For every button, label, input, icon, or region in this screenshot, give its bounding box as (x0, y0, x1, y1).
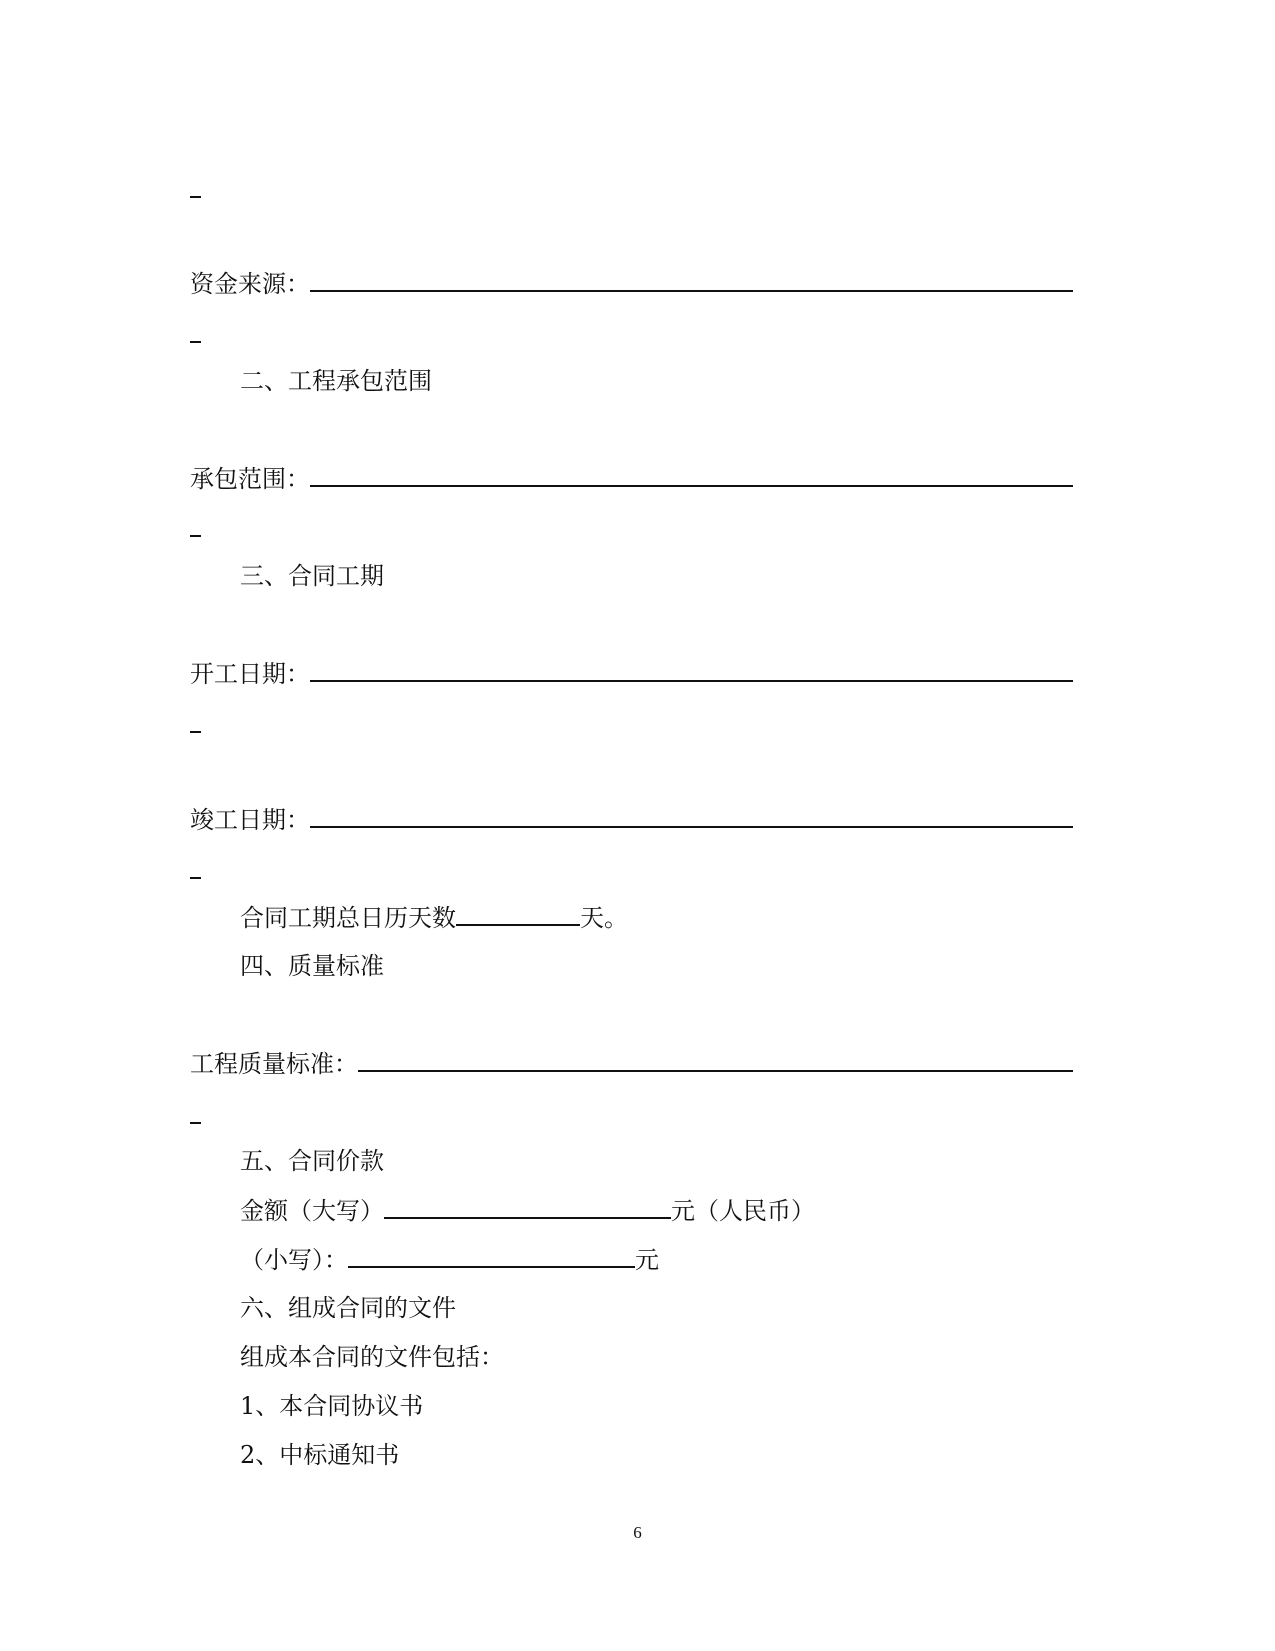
amount-capital-label: 金额（大写） (240, 1197, 384, 1225)
quality-standard-line (190, 1048, 1073, 1079)
section-6-heading: 六、组成合同的文件 (240, 1294, 456, 1322)
start-date-label: 开工日期： (190, 660, 310, 688)
amount-capital-unit: 元（人民币） (671, 1197, 815, 1225)
start-date-line (190, 658, 1073, 689)
amount-small-label: （小写）： (240, 1246, 348, 1274)
blank-line-continuation (190, 1122, 201, 1124)
funding-source-line (190, 268, 1073, 299)
document-list-item: 1、本合同协议书 (240, 1392, 424, 1420)
blank-line-continuation (190, 196, 201, 198)
funding-source-blank (310, 268, 1073, 292)
amount-small-blank (348, 1244, 635, 1268)
section-3-heading: 三、合同工期 (240, 562, 384, 590)
total-days-label: 合同工期总日历天数 (240, 904, 456, 932)
total-days-blank (456, 902, 580, 926)
amount-capital-line (240, 1195, 815, 1226)
completion-date-line (190, 804, 1073, 835)
scope-blank (310, 463, 1073, 487)
section-4-heading: 四、质量标准 (240, 952, 384, 980)
blank-line-continuation (190, 535, 201, 537)
document-list-item: 2、中标通知书 (240, 1441, 400, 1469)
page-number: 6 (633, 1523, 642, 1542)
amount-small-line (240, 1244, 659, 1275)
total-days-line (240, 902, 628, 933)
section-2-heading: 二、工程承包范围 (240, 367, 432, 395)
quality-standard-blank (358, 1048, 1073, 1072)
scope-line (190, 463, 1073, 494)
total-days-unit: 天。 (580, 904, 628, 932)
completion-date-blank (310, 804, 1073, 828)
section-5-heading: 五、合同价款 (240, 1147, 384, 1175)
amount-small-unit: 元 (635, 1246, 659, 1274)
funding-source-label: 资金来源： (190, 270, 310, 298)
blank-line-continuation (190, 877, 201, 879)
blank-line-continuation (190, 731, 201, 733)
documents-intro: 组成本合同的文件包括： (240, 1343, 504, 1371)
scope-label: 承包范围： (190, 465, 310, 493)
start-date-blank (310, 658, 1073, 682)
amount-capital-blank (384, 1195, 671, 1219)
quality-standard-label: 工程质量标准： (190, 1050, 358, 1078)
blank-line-continuation (190, 341, 201, 343)
completion-date-label: 竣工日期： (190, 806, 310, 834)
